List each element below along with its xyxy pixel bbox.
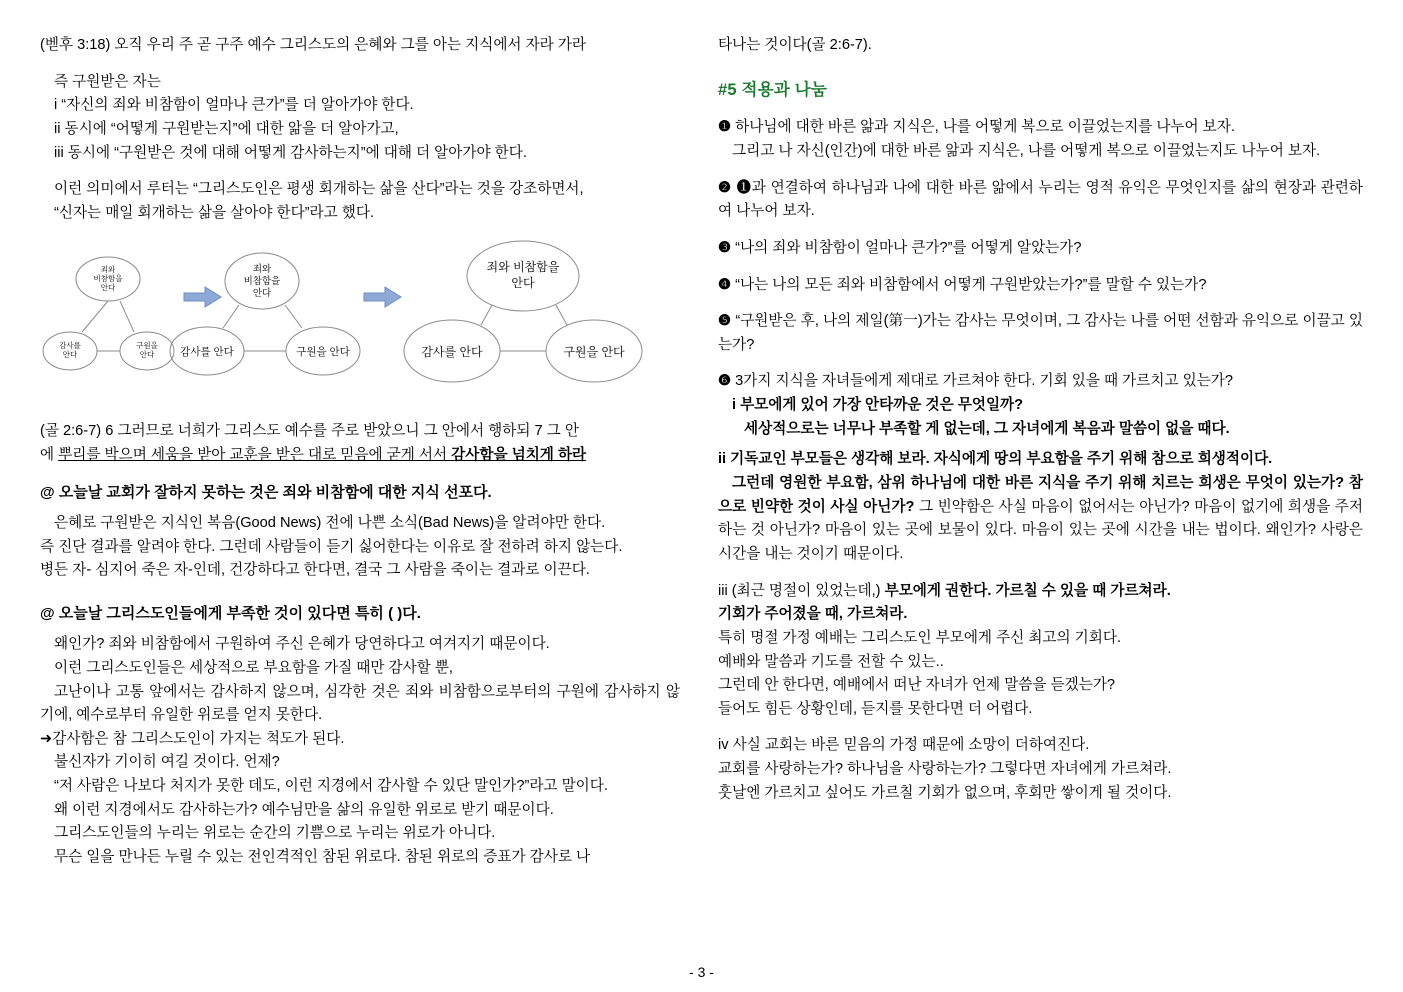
question-6-sub-iv-body-3: 훗날엔 가르치고 싶어도 가르칠 기회가 없으며, 후회만 쌓이게 될 것이다.	[718, 784, 1172, 801]
page-number: - 3 -	[689, 964, 714, 980]
at-note-2: @ 오늘날 그리스도인들에게 부족한 것이 있다면 특히 ( )다.	[40, 604, 421, 622]
question-6-sub-iv-body-2: 교회를 사랑하는가? 하나님을 사랑하는가? 그렇다면 자녀에게 가르쳐라.	[718, 761, 1172, 778]
luther-quote-line1: 이런 의미에서 루터는 “그리스도인은 평생 회개하는 삶을 산다”라는 것을 강조하면서,	[54, 181, 584, 198]
at-note-1: @ 오늘날 교회가 잘하지 못하는 것은 죄와 비참함에 대한 지식 선포다.	[40, 483, 492, 501]
marker-1: ❶	[718, 119, 732, 136]
question-6-sub-ii-body	[718, 472, 1363, 567]
question-6-sub-ii-head: ii 기독교인 부모들은 생각해 보라. 자식에게 땅의 부요함을 주기 위해 참으로 희생적이다.	[718, 451, 1273, 468]
arrow-body-3: 왜 이런 지경에서도 감사하는가? 예수님만을 삶의 유일한 위로로 받기 때문이다.	[54, 801, 554, 818]
question-4: ❹ “나는 나의 모든 죄와 비참함에서 어떻게 구원받았는가?”를 말할 수 있는가?	[718, 276, 1207, 293]
at-note-1-line2: 즉 진단 결과를 알려야 한다. 그런데 사람들이 듣기 싫어한다는 이유로 잘 전하려 하지 않는다.	[40, 538, 623, 555]
continuation-text: 타나는 것이다(골 2:6-7).	[718, 37, 872, 53]
point-i: i “자신의 죄와 비참함이 얼마나 큰가”를 더 알아가야 한다.	[54, 97, 414, 114]
svg-text:안다: 안다	[139, 350, 155, 360]
col-verse-bold: 감사함을 넘치게 하라	[451, 447, 587, 464]
arrow-statement: ➜감사함은 참 그리스도인이 가지는 척도가 된다.	[40, 730, 345, 747]
verse-colossians-line2	[40, 444, 680, 468]
at-note-2-line1: 왜인가? 죄와 비참함에서 구원하여 주신 은혜가 당연하다고 여겨지기 때문이다.	[54, 636, 550, 653]
verse-2peter: (벧후 3:18) 오직 우리 주 곧 구주 예수 그리스도의 은혜와 그를 아는 지식에서 자라 가라	[40, 37, 587, 53]
svg-text:감사를 안다: 감사를 안다	[421, 345, 483, 360]
question-2: ❷ ❶과 연결하여 하나님과 나에 대한 바른 앎에서 누리는 영적 유익은 무엇인지를 삶의 현장과 관련하여 나누어 보자.	[718, 179, 1363, 220]
svg-text:구원을 안다: 구원을 안다	[563, 345, 625, 360]
question-6-sub-iii-head: iii (최근 명절이 있었는데,) 부모에게 권한다. 가르칠 수 있을 때 가르쳐라.	[718, 582, 1171, 599]
question-1-line2: 그리고 나 자신(인간)에 대한 바른 앎과 지식은, 나를 어떻게 복으로 이끌었는지도 나누어 보자.	[732, 143, 1321, 159]
question-6-sub-iii-body-2: 예배와 말씀과 기도를 전할 수 있는..	[718, 653, 944, 670]
svg-text:비참함을: 비참함을	[243, 276, 281, 288]
arrow-body-1: 불신자가 기이히 여길 것이다. 언제?	[54, 754, 280, 771]
at-note-2-line2: 이런 그리스도인들은 세상적으로 부요함을 가질 때만 감사할 뿐,	[54, 659, 453, 676]
sub-ii-bold-part: 그런데 영원한 부요함, 삼위 하나님에 대한 바른 지식을 주기 위해 치르는 희생은 무엇이 있는가? 참으로 빈약한 것이 사실 아닌가?	[718, 475, 1363, 515]
marker-4: ❹	[718, 276, 732, 293]
svg-text:죄와 비참함을: 죄와 비참함을	[486, 260, 560, 275]
at-note-2-line3: 고난이나 고통 앞에서는 감사하지 않으며, 심각한 것은 죄와 비참함으로부터의 구원에 감사하지 않기에, 예수로부터 유일한 위로를 얻지 못한다.	[40, 683, 680, 724]
at-note-1-line3: 병든 자- 심지어 죽은 자-인데, 건강하다고 한다면, 결국 그 사람을 죽이는 결과로 이끈다.	[40, 562, 590, 579]
svg-text:비참함을: 비참함을	[93, 274, 123, 284]
question-6: ❻ 3가지 지식을 자녀들에게 제대로 가르쳐야 한다. 기회 있을 때 가르치고 있는가?	[718, 373, 1234, 390]
arrow-body-2: “저 사람은 나보다 처지가 못한 데도, 이런 지경에서 감사할 수 있단 말인가?”라고 말이다.	[54, 778, 608, 795]
question-6-sub-i-body: 세상적으로는 너무나 부족할 게 없는데, 그 자녀에게 복음과 말씀이 없을 때다.	[744, 420, 1230, 437]
at-note-1-line1: 은혜로 구원받은 지식인 복음(Good News) 전에 나쁜 소식(Bad News)을 알려야만 한다.	[54, 515, 606, 532]
svg-text:죄와: 죄와	[100, 265, 116, 275]
svg-text:안다: 안다	[511, 276, 535, 291]
question-6-sub-iii-body-1: 특히 명절 가정 예배는 그리스도인 부모에게 주신 최고의 기회다.	[718, 629, 1122, 646]
saved-person-label: 즉 구원받은 자는	[54, 73, 161, 90]
sub-ii-rest-part: 그 빈약함은 사실 마음이 없어서는 아닌가? 마음이 없기에 희생을 주저하는 것 아닌가? 마음이 있는 곳에 보물이 있다. 마음이 있는 곳에 시간을 내는 법이다. 왜인가? 사랑은 시간을 내는 것이기 때문이다.	[718, 498, 1363, 562]
svg-text:구원을 안다: 구원을 안다	[296, 346, 350, 359]
two-column-layout	[40, 34, 1363, 870]
arrow-body-5: 무슨 일을 만나든 누릴 수 있는 전인격적인 참된 위로다. 참된 위로의 증표가 감사로 나	[54, 849, 591, 866]
svg-text:감사를: 감사를	[59, 341, 81, 351]
svg-text:구원을: 구원을	[136, 341, 158, 351]
question-6-sub-iii-head2: 기회가 주어졌을 때, 가르쳐라.	[718, 606, 908, 623]
question-1: ❶ 하나님에 대한 바른 앎과 지식은, 나를 어떻게 복으로 이끌었는지를 나누어 보자.	[718, 119, 1235, 136]
question-6-sub-iv-body-1: iv 사실 교회는 바른 믿음의 가정 때문에 소망이 더하여진다.	[718, 737, 1090, 754]
svg-text:감사를 안다: 감사를 안다	[180, 346, 234, 359]
svg-text:죄와: 죄와	[252, 264, 272, 276]
question-3: ❸ “나의 죄와 비참함이 얼마나 큰가?”를 어떻게 알았는가?	[718, 239, 1082, 256]
marker-5: ❺	[718, 313, 732, 330]
question-5: ❺ “구원받은 후, 나의 제일(第一)가는 감사는 무엇이며, 그 감사는 나를 어떤 선함과 유익으로 이끌고 있는가?	[718, 313, 1364, 353]
marker-2: ❷	[718, 179, 732, 196]
arrow-body-4: 그리스도인들의 누리는 위로는 순간의 기쁨으로 누리는 위로가 아니다.	[54, 825, 496, 842]
point-ii: ii 동시에 “어떻게 구원받는지”에 대한 앎을 더 알아가고,	[54, 120, 399, 137]
luther-quote-line2: “신자는 매일 회개하는 삶을 살아야 한다”라고 했다.	[54, 204, 375, 221]
svg-text:안다: 안다	[62, 350, 78, 360]
svg-text:안다: 안다	[252, 288, 272, 300]
question-6-sub-i-label: i 부모에게 있어 가장 안타까운 것은 무엇일까?	[732, 397, 1024, 414]
right-column	[718, 34, 1363, 805]
marker-3: ❸	[718, 239, 732, 256]
col-verse-underlined: 뿌리를 박으며 세움을 받아 교훈을 받은 대로 믿음에 굳게 서서	[58, 447, 452, 464]
svg-text:안다: 안다	[100, 283, 116, 293]
question-6-sub-iii-body-4: 들어도 힘든 상황인데, 듣지를 못한다면 더 어렵다.	[718, 700, 1033, 717]
sub-iii-bold: 부모에게 권한다. 가르칠 수 있을 때 가르쳐라.	[884, 582, 1171, 599]
left-column	[40, 34, 680, 870]
verse-colossians-line1: (골 2:6-7) 6 그러므로 너희가 그리스도 예수를 주로 받았으니 그 안에서 행하되 7 그 안	[40, 423, 579, 440]
marker-6: ❻	[718, 373, 732, 390]
point-iii: iii 동시에 “구원받은 것에 대해 어떻게 감사하는지”에 대해 더 알아가야 한다.	[54, 144, 527, 161]
question-6-sub-iii-body-3: 그런데 안 한다면, 예배에서 떠난 자녀가 언제 말씀을 듣겠는가?	[718, 677, 1116, 694]
three-knowledge-diagram	[40, 231, 680, 416]
section-heading-5: #5 적용과 나눔	[718, 80, 828, 99]
col-verse-prefix: 에	[40, 447, 59, 464]
